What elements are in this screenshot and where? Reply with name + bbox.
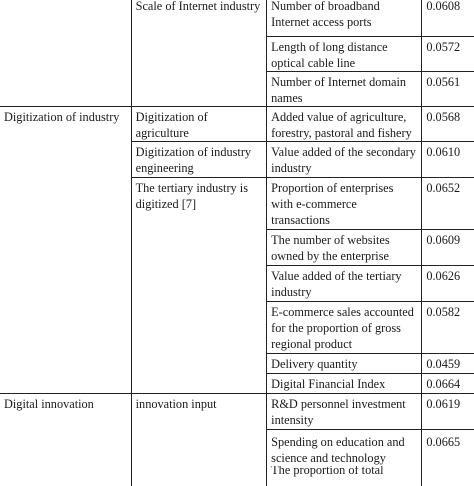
sub-dimension-cell <box>131 0 267 106</box>
weight-value: 0.0568 <box>426 109 461 124</box>
indicator-line: industry <box>271 284 312 299</box>
indicator-cell <box>267 429 422 466</box>
indicator-line: intensity <box>271 412 314 427</box>
indicator-line: Length of long distance <box>271 39 388 54</box>
indicator-line: Number of broadband <box>271 0 380 13</box>
indicator-cell <box>267 466 422 486</box>
indicator-line: E-commerce sales accounted <box>271 304 414 319</box>
indicator-cell <box>267 177 422 229</box>
sub-dimension-cell <box>131 141 267 177</box>
indicator-line: science and technology <box>271 450 386 465</box>
weight-cell <box>422 373 474 393</box>
dimension-text: Digital innovation <box>4 396 94 411</box>
weight-cell <box>422 429 474 466</box>
indicator-cell <box>267 353 422 373</box>
indicator-cell <box>267 301 422 353</box>
sub-dimension-cell <box>131 177 267 393</box>
indicator-line: Value added of the tertiary <box>271 268 402 283</box>
weight-value: 0.0608 <box>426 0 461 13</box>
weight-cell <box>422 393 474 429</box>
weight-value: 0.0665 <box>426 434 461 449</box>
indicator-line: with e-commerce <box>271 196 357 211</box>
sub-dimension-line: Digitization of industry <box>135 144 252 159</box>
weight-cell <box>422 141 474 177</box>
indicator-cell <box>267 393 422 429</box>
indicator-line: owned by the enterprise <box>271 248 389 263</box>
indicator-line: The proportion of total <box>271 465 384 477</box>
weight-value: 0.0572 <box>426 39 461 54</box>
table-row <box>0 106 474 141</box>
weight-value: 0.0582 <box>426 304 461 319</box>
weight-value: 0.0459 <box>426 356 461 371</box>
weight-cell <box>422 177 474 229</box>
indicator-cell <box>267 36 422 71</box>
weight-cell <box>422 301 474 353</box>
indicator-line: transactions <box>271 212 330 227</box>
weight-cell <box>422 353 474 373</box>
indicator-cell <box>267 141 422 177</box>
indicator-line: Delivery quantity <box>271 356 358 371</box>
sub-dimension-line: Digitization of <box>135 109 208 124</box>
indicator-line: The number of websites <box>271 232 390 247</box>
indicator-line: forestry, pastoral and fishery <box>271 125 412 140</box>
weight-cell <box>422 106 474 141</box>
indicator-line: Proportion of enterprises <box>271 180 394 195</box>
table-row <box>0 393 474 429</box>
weight-cell <box>422 265 474 301</box>
indicator-line: Spending on education and <box>271 434 405 449</box>
indicator-line: optical cable line <box>271 55 356 70</box>
sub-dimension-line: agriculture <box>135 125 189 140</box>
weight-value: 0.0610 <box>426 144 461 159</box>
dimension-text: Digitization of industry <box>4 109 120 124</box>
indicator-cell <box>267 265 422 301</box>
sub-dimension-line: The tertiary industry is <box>135 180 248 195</box>
indicator-line: regional product <box>271 336 353 351</box>
indicator-line: Digital Financial Index <box>271 376 386 391</box>
weight-cell <box>422 36 474 71</box>
indicator-line: names <box>271 90 303 105</box>
sub-dimension-cell <box>131 393 267 486</box>
indicator-cell <box>267 71 422 106</box>
indicator-line: industry <box>271 160 312 175</box>
weight-value: 0.0561 <box>426 74 461 89</box>
indicator-cell <box>267 373 422 393</box>
indicator-line: R&D personnel investment <box>271 396 406 411</box>
indicator-cell <box>267 229 422 265</box>
weight-cell <box>422 229 474 265</box>
sub-dimension-text: Scale of Internet industry <box>135 0 261 13</box>
weight-value: 0.0619 <box>426 396 461 411</box>
dimension-cell <box>0 0 131 106</box>
weight-value: 0.0664 <box>426 376 461 391</box>
indicator-line: Number of Internet domain <box>271 74 407 89</box>
dimension-cell <box>0 393 131 486</box>
indicator-line: Internet access ports <box>271 15 372 29</box>
table-row <box>0 0 474 36</box>
indicator-line: Added value of agriculture, <box>271 109 407 124</box>
weight-cell <box>422 466 474 486</box>
sub-dimension-cell <box>131 106 267 141</box>
indicator-line: for the proportion of gross <box>271 320 401 335</box>
indicator-cell <box>267 106 422 141</box>
weight-value: 0.0652 <box>426 180 461 195</box>
weight-cell <box>422 71 474 106</box>
sub-dimension-text: innovation input <box>135 396 217 411</box>
weight-cell <box>422 0 474 36</box>
dimension-cell <box>0 106 131 393</box>
indicator-line: Value added of the secondary <box>271 144 416 159</box>
indicator-cell <box>267 0 422 36</box>
sub-dimension-line: digitized [7] <box>135 196 197 211</box>
sub-dimension-line: engineering <box>135 160 194 175</box>
weight-value: 0.0609 <box>426 232 461 247</box>
weight-value: 0.0626 <box>426 268 461 283</box>
